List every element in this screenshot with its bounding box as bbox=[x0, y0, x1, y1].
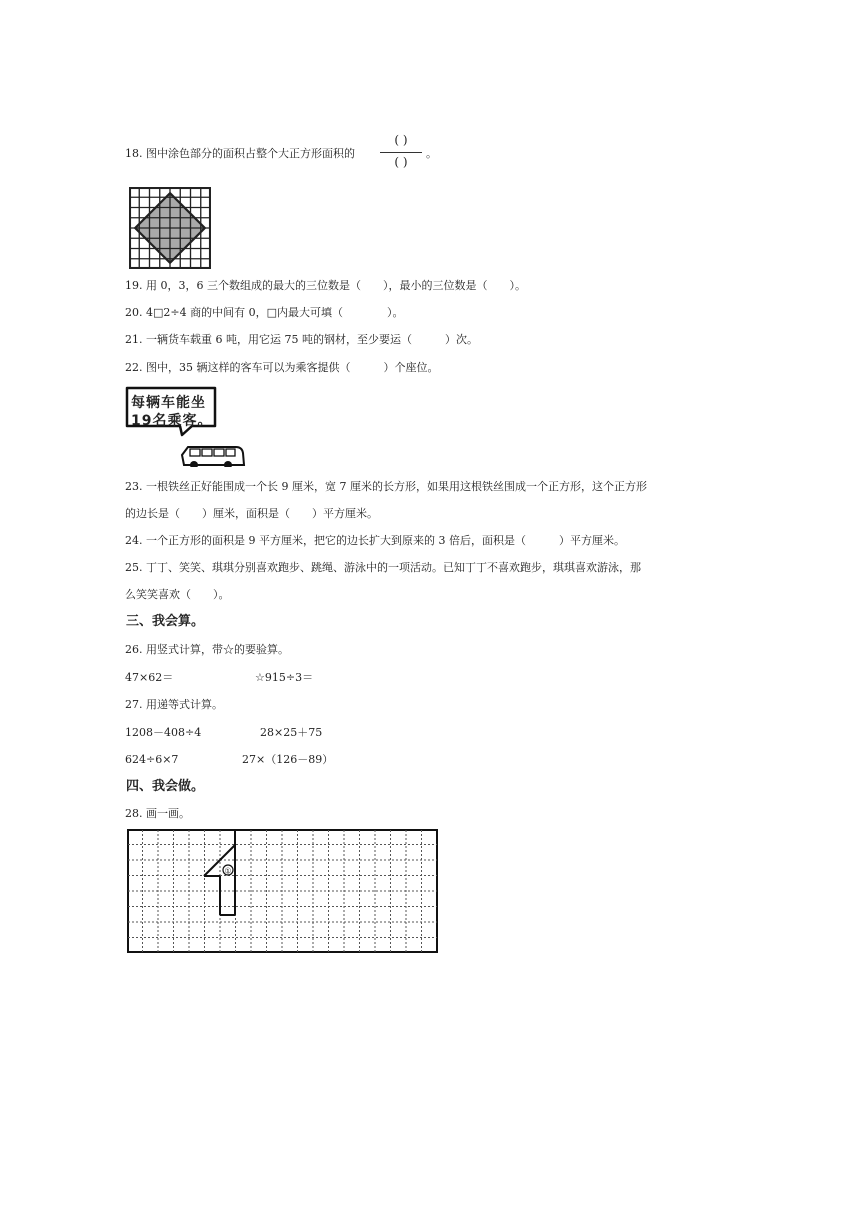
q27-expr-3: 624÷6×7 bbox=[125, 753, 179, 766]
fraction-bar bbox=[380, 152, 422, 153]
q27-expr-2: 28×25＋75 bbox=[260, 726, 323, 739]
q27-expr-4: 27×（126－89） bbox=[242, 753, 334, 766]
bus-sign-line2: 19名乘客。 bbox=[131, 413, 213, 429]
q18-figure bbox=[129, 187, 211, 269]
fraction-numerator[interactable]: ( ) bbox=[394, 133, 408, 147]
drawing-grid[interactable] bbox=[127, 829, 438, 953]
q28-text: 28. 画一画。 bbox=[125, 807, 190, 820]
bus-sign-line1: 每辆车能坐 bbox=[131, 395, 206, 411]
q26-expr-2: ☆915÷3＝ bbox=[255, 671, 314, 684]
answer-fraction[interactable] bbox=[380, 133, 422, 173]
q26-expr-1: 47×62＝ bbox=[125, 671, 174, 684]
q26-text: 26. 用竖式计算，带☆的要验算。 bbox=[125, 643, 289, 656]
q19-text: 19. 用 0，3，6 三个数组成的最大的三位数是（ ），最小的三位数是（ ）。 bbox=[125, 279, 526, 292]
q24-text: 24. 一个正方形的面积是 9 平方厘米，把它的边长扩大到原来的 3 倍后，面积是（ ）平方厘米。 bbox=[125, 534, 625, 547]
q27-text: 27. 用递等式计算。 bbox=[125, 698, 223, 711]
section-3-heading: 三、我会算。 bbox=[126, 614, 205, 629]
q20-text: 20. 4□2÷4 商的中间有 0，□内最大可填（ ）。 bbox=[125, 306, 404, 319]
q25-text-2: 么笑笑喜欢（ ）。 bbox=[125, 588, 230, 601]
q27-expr-1: 1208－408÷4 bbox=[125, 726, 202, 739]
q21-text: 21. 一辆货车载重 6 吨，用它运 75 吨的钢材，至少要运（ ）次。 bbox=[125, 333, 478, 346]
section-4-heading: 四、我会做。 bbox=[126, 779, 205, 794]
q25-text-1: 25. 丁丁、笑笑、琪琪分别喜欢跑步、跳绳、游泳中的一项活动。已知丁丁不喜欢跑步，琪琪喜欢游泳，那 bbox=[125, 561, 641, 574]
q22-text: 22. 图中，35 辆这样的客车可以为乘客提供（ ）个座位。 bbox=[125, 361, 439, 374]
fraction-denominator[interactable]: ( ) bbox=[394, 155, 408, 169]
q23-text-2: 的边长是（ ）厘米，面积是（ ）平方厘米。 bbox=[125, 507, 378, 520]
shape-label: ① bbox=[224, 866, 232, 876]
q18-end: 。 bbox=[426, 147, 437, 160]
q18-text: 18. 图中涂色部分的面积占整个大正方形面积的 bbox=[125, 147, 355, 160]
q23-text-1: 23. 一根铁丝正好能围成一个长 9 厘米，宽 7 厘米的长方形，如果用这根铁丝围成一个正方形，这个正方形 bbox=[125, 480, 647, 493]
